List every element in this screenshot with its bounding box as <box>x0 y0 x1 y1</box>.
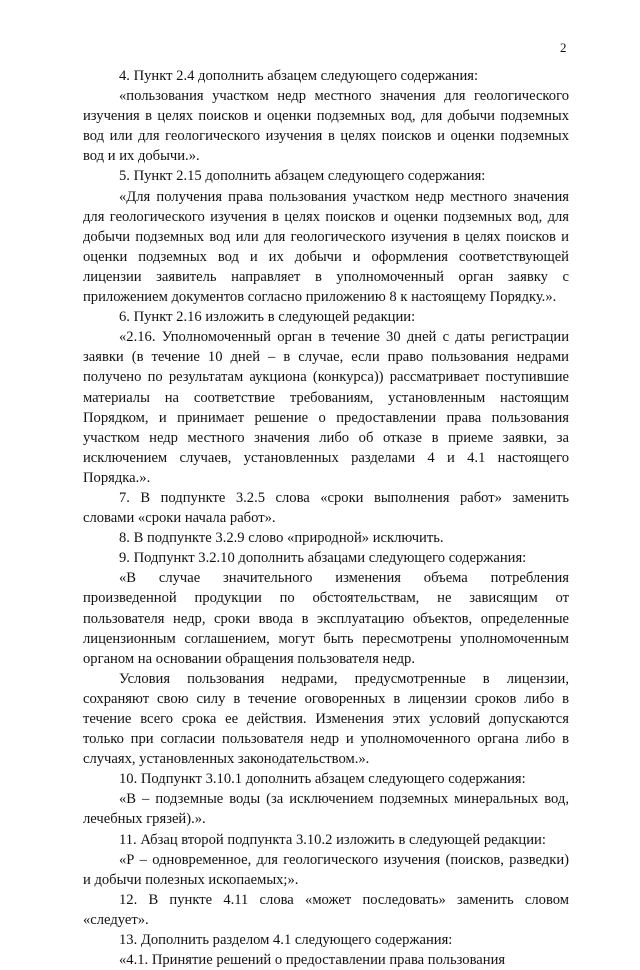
paragraph-item-6: 6. Пункт 2.16 изложить в следующей редакции: <box>119 309 416 326</box>
paragraph-item-4: 4. Пункт 2.4 дополнить абзацем следующего содержания: <box>119 68 479 84</box>
paragraph-item-12: 12. В пункте 4.11 слова «может последовать» заменить словом «следует». <box>83 891 569 928</box>
page-number: 2 <box>560 40 567 55</box>
paragraph-item-7: 7. В подпункте 3.2.5 слова «сроки выполнения работ» заменить словами «сроки начала работ». <box>83 489 569 527</box>
paragraph-quote-2-4: «пользования участком недр местного значения для геологического изучения в целях поисков и оценки подземных вод, для добычи подземных вод или для геологического изучения в целях поисков и оценки подземных вод и их добычи.». <box>83 88 569 165</box>
paragraph-quote-2-15: «Для получения права пользования участком недр местного значения для геологического изучения в целях поисков и оценки подземных вод, для добычи подземных вод или для геологического изучения в целях поисков и оценки подземных вод и их добычи и оформления соответствующей лицензии заявитель направляет в уполномоченный орган заявку с приложением документов согласно приложению 8 к настоящему Порядку.». <box>83 188 569 306</box>
paragraph-item-9: 9. Подпункт 3.2.10 дополнить абзацами следующего содержания: <box>119 550 527 567</box>
document-body <box>83 66 569 970</box>
paragraph-quote-4-1-heading: «4.1. Принятие решений о предоставлении права пользования <box>119 952 506 969</box>
paragraph-quote-3-2-10-b: Условия пользования недрами, предусмотренные в лицензии, сохраняют свою силу в течение оговоренных в лицензии сроков либо в течение всего срока ее действия. Изменения этих условий допускаются только при согласии пользователя недр и уполномоченного органа либо в случаях, установленных законодательством.». <box>83 670 569 768</box>
paragraph-quote-3-10-2: «Р – одновременное, для геологического изучения (поисков, разведки) и добычи полезных ископаемых;». <box>83 851 569 888</box>
paragraph-item-13: 13. Дополнить разделом 4.1 следующего содержания: <box>119 932 453 949</box>
paragraph-quote-3-10-1: «В – подземные воды (за исключением подземных минеральных вод, лечебных грязей).». <box>83 791 569 828</box>
paragraph-item-8: 8. В подпункте 3.2.9 слово «природной» исключить. <box>119 530 444 547</box>
paragraph-item-10: 10. Подпункт 3.10.1 дополнить абзацем следующего содержания: <box>119 771 526 788</box>
paragraph-item-5: 5. Пункт 2.15 дополнить абзацем следующего содержания: <box>119 168 486 185</box>
paragraph-item-11: 11. Абзац второй подпункта 3.10.2 изложить в следующей редакции: <box>119 831 546 848</box>
paragraph-quote-3-2-10-a: «В случае значительного изменения объема потребления произведенной продукции по обстоятельствам, не зависящим от пользователя недр, сроки ввода в эксплуатацию объектов, определенные лицензионным соглашением, могут быть пересмотрены уполномоченным органом на основании обращения пользователя недр. <box>83 570 569 667</box>
paragraph-quote-2-16: «2.16. Уполномоченный орган в течение 30 дней с даты регистрации заявки (в течение 10 дней – в случае, если право пользования недрами получено по результатам аукциона (конкурса)) рассматривает поступившие материалы на соответствие требованиям, установленным настоящим Порядком, и принимает решение о предоставлении права пользования участком недр местного значения либо об отказе в приеме заявки, за исключением случаев, установленных разделами 4 и 4.1 настоящего Порядка.». <box>83 329 569 486</box>
